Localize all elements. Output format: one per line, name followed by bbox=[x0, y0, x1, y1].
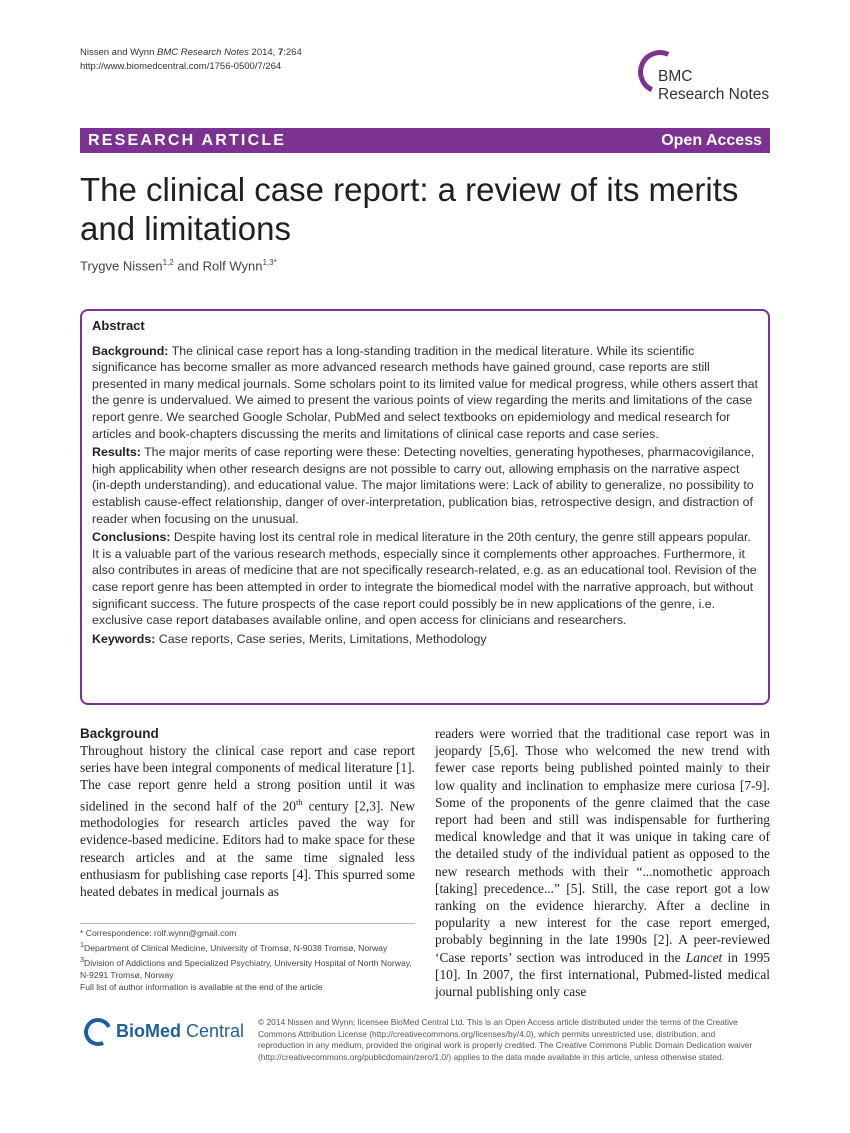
journal-mention: Lancet bbox=[685, 949, 723, 965]
body-text: in 1995 [10]. In 2007, the first international, Pubmed-listed medical journal publishing only case bbox=[435, 949, 770, 1000]
keywords-label: Keywords: bbox=[92, 631, 156, 646]
conclusions-label: Conclusions: bbox=[92, 530, 171, 545]
author-2-affil: 1,3* bbox=[262, 258, 277, 267]
body-paragraph-2 bbox=[435, 725, 770, 1000]
correspondence: * Correspondence: rolf.wynn@gmail.com bbox=[80, 928, 237, 938]
open-access-badge: Open Access bbox=[661, 131, 762, 149]
wordmark-rest: Central bbox=[181, 1021, 245, 1041]
keywords-text: Case reports, Case series, Merits, Limitations, Methodology bbox=[155, 631, 487, 646]
abstract-background bbox=[92, 343, 758, 443]
conclusions-text: Despite having lost its central role in medical literature in the 20th century, the genre still appears popular. It is a valuable part of the various research methods, especially since it complements other approaches. Furthermore, it also contributes in areas of medicine that are not specifically research-related, e.g. as an educational tool. Revision of the case report genre has been attempted in order to integrate the biomedical model with the narrative approach, but without significant success. The future prospects of the case report could possibly be in new applications of the genre, i.e. exclusive case report databases available online, and open access for clinicians and researchers. bbox=[92, 530, 757, 628]
body-text: Throughout history the clinical case report and case report series have been integral components of medical literature [1]. The case report genre held a strong position until it was sidelined in the second half of the 20 bbox=[80, 743, 415, 814]
author-1[interactable]: Trygve Nissen bbox=[80, 258, 163, 274]
citation-issue: :264 bbox=[283, 47, 302, 58]
results-label: Results: bbox=[92, 445, 141, 460]
journal-citation bbox=[80, 46, 302, 73]
body-text: readers were worried that the traditional case report was in jeopardy [5,6]. Those who welcomed the new trend with fewer case reports being published pointed mainly to their low quality and inclination to emphasize mere curiosa [7-9]. Some of the proponents of the genre claimed that the case report had been and still was indispensable for furthering medical knowledge and that it was unique in taking care of the detailed study of the individual patient as opposed to the new research methods with their “...nomothetic approach [taking] precedence...” [5]. Still, the case report got a low ranking on the evidence hierarchy. After a decline in popularity a new interest for the case report emerged, probably beginning in the late 1990s [2]. A peer-reviewed ‘Case reports’ section was introduced in the bbox=[435, 726, 770, 965]
section-heading-background: Background bbox=[80, 726, 159, 741]
license-text: © 2014 Nissen and Wynn; licensee BioMed Central Ltd. This is an Open Access article distributed under the terms of the Creative Commons Attribution License (http://creativecommons.org/licenses/by/4.0), which permits unrestricted use, distribution, and reproduction in any medium, provided the original work is properly credited. The Creative Commons Public Domain Dedication waiver (http://creativecommons.org/publicdomain/zero/1.0/) applies to the data made available in this article, unless otherwise stated. bbox=[258, 1017, 753, 1062]
abstract-results bbox=[92, 444, 758, 527]
body-paragraph-1 bbox=[80, 742, 415, 900]
body-text: century [2,3]. New methodologies for research articles paved the way for evidence-based medicine. Editors had to make space for these research articles and at the same time signaled less enthusiasm for publishing case reports [4]. This spurred some heated debates in medical journals as bbox=[80, 798, 416, 900]
logo-line1: BMC bbox=[658, 68, 693, 85]
results-text: The major merits of case reporting were these: Detecting novelties, generating hypotheses, pharmacovigilance, high applicability when other research designs are not possible to carry out, allowing emphasis on the narrative aspect (in-depth understanding), and educational value. The major limitations were: Lack of ability to generalize, no possibility to establish cause-effect relationship, danger of over-interpretation, publication bias, retrospective design, and distraction of reader when focusing on the unusual. bbox=[92, 445, 755, 526]
citation-volume: 7 bbox=[277, 47, 284, 58]
author-list bbox=[80, 258, 277, 273]
ordinal-sup: th bbox=[295, 796, 303, 807]
author-info-note: Full list of author information is available at the end of the article bbox=[80, 981, 323, 992]
body-column-left bbox=[80, 725, 415, 900]
affiliation-3 bbox=[80, 954, 415, 981]
affil-sup: 1 bbox=[80, 941, 84, 949]
author-1-affil: 1,2 bbox=[162, 258, 174, 267]
affil-text: Division of Addictions and Specialized Psychiatry, University Hospital of North Norway, N-9291 Tromsø, Norway bbox=[80, 957, 412, 980]
affil-sup: 3 bbox=[80, 955, 84, 964]
body-column-right bbox=[435, 725, 770, 1000]
background-label: Background: bbox=[92, 343, 169, 358]
biomed-arc-icon bbox=[80, 1014, 116, 1050]
logo-text bbox=[658, 68, 769, 104]
biomed-central-logo bbox=[80, 1016, 245, 1050]
abstract-conclusions bbox=[92, 529, 758, 629]
author-2[interactable]: and Rolf Wynn bbox=[173, 258, 263, 274]
biomed-wordmark bbox=[116, 1021, 244, 1042]
citation-authors: Nissen and Wynn bbox=[80, 47, 158, 58]
abstract-box bbox=[80, 309, 770, 705]
article-type-bar bbox=[80, 128, 770, 153]
journal-name: BMC Research Notes bbox=[157, 47, 249, 58]
bmc-research-notes-logo bbox=[638, 50, 778, 110]
wordmark-bold: BioMed bbox=[116, 1021, 181, 1041]
background-text: The clinical case report has a long-standing tradition in the medical literature. While its scientific significance has become smaller as more advanced research methods have gained ground, case reports are still presented in many medical journals. Some scholars point to its limited value for medical progress, while others assert that the genre is undervalued. We aimed to present the various points of view regarding the merits and limitations of the case report genre. We searched Google Scholar, PubMed and select textbooks on epidemiology and medical research for articles and book-chapters discussing the merits and limitations of clinical case reports and case series. bbox=[92, 343, 758, 441]
citation-year: 2014, bbox=[248, 47, 278, 58]
abstract-keywords bbox=[92, 631, 758, 648]
article-url[interactable]: http://www.biomedcentral.com/1756-0500/7/264 bbox=[80, 60, 282, 72]
citation-line bbox=[80, 46, 302, 60]
affiliation-1 bbox=[80, 939, 415, 954]
article-title: The clinical case report: a review of its merits and limitations bbox=[80, 171, 739, 247]
footnotes bbox=[80, 923, 415, 993]
affil-text: Department of Clinical Medicine, University of Tromsø, N-9038 Tromsø, Norway bbox=[83, 942, 388, 953]
logo-line2: Research Notes bbox=[658, 86, 770, 103]
article-type: RESEARCH ARTICLE bbox=[88, 131, 287, 149]
abstract-heading: Abstract bbox=[92, 318, 145, 333]
